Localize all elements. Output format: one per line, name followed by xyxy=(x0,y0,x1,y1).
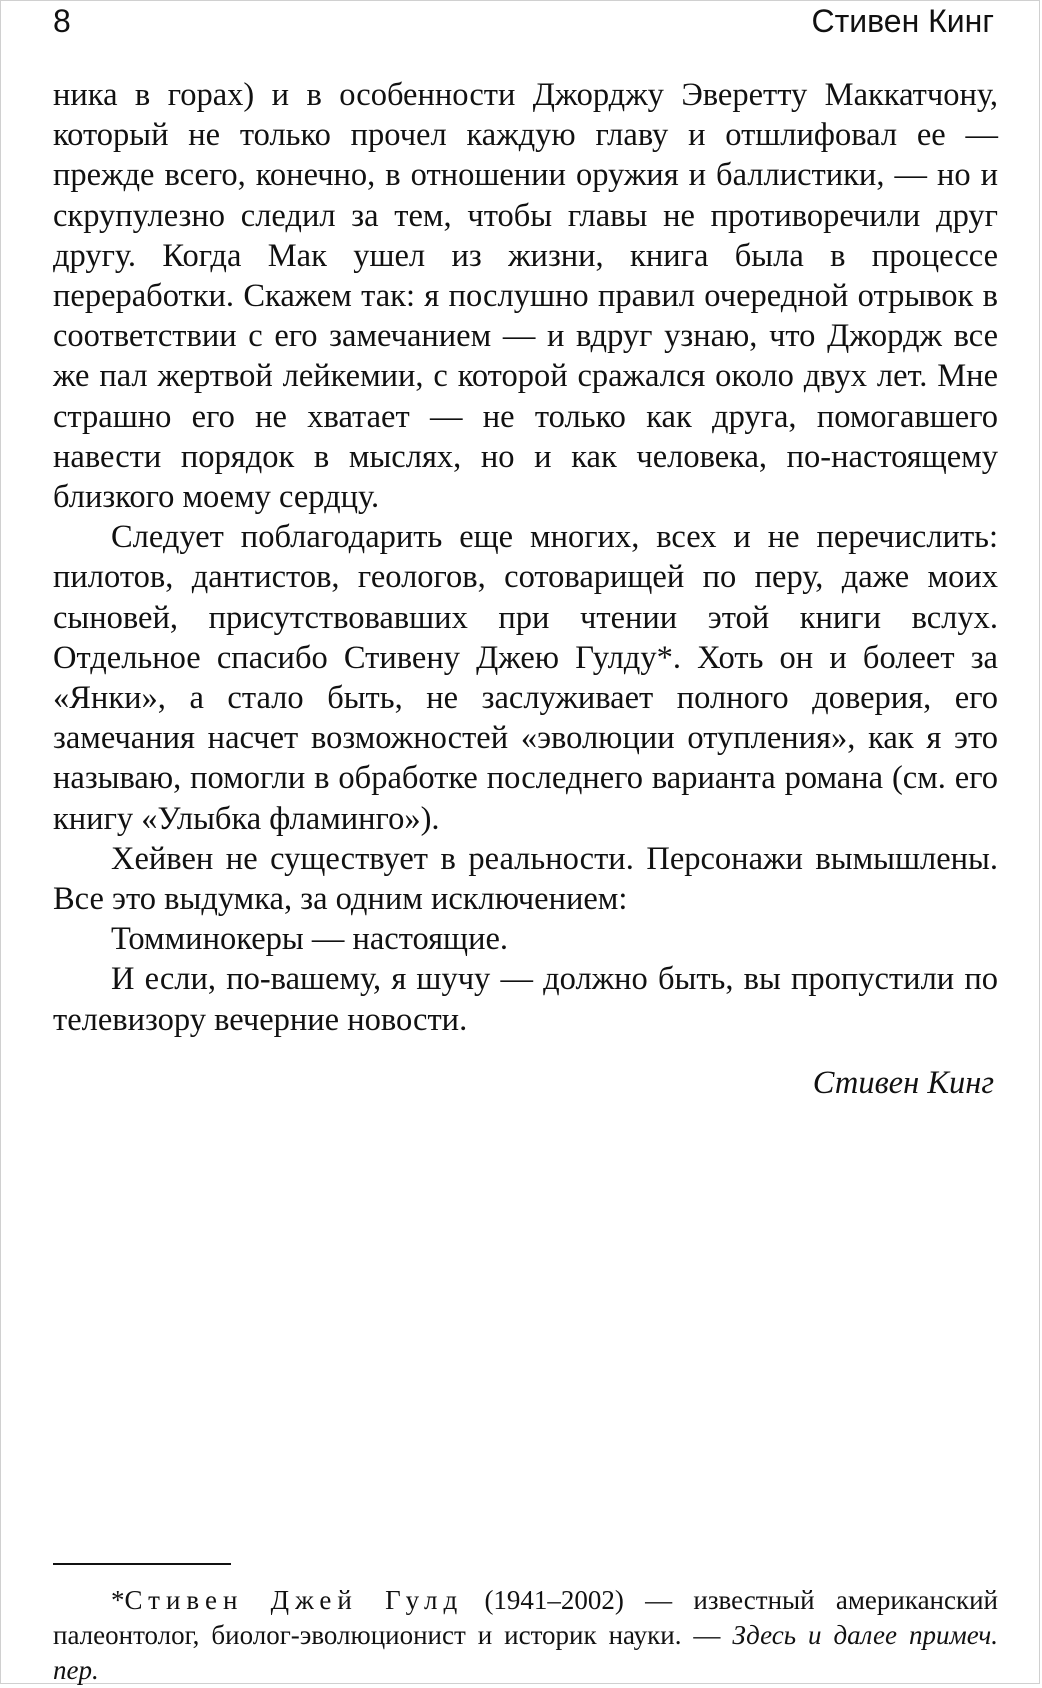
footnote-marker: * xyxy=(111,1585,125,1615)
footnote-text: (1941–2002) — известный американский палеонтолог, биолог-эволюционист и историк науки. — xyxy=(53,1585,998,1650)
body-text xyxy=(53,75,998,1040)
paragraph-5: И если, по-вашему, я шучу — должно быть, вы пропустили по телевизору вечерние новости. xyxy=(53,961,998,1038)
footnote-name: Стивен Джей Гулд xyxy=(124,1585,464,1615)
page-number: 8 xyxy=(53,3,71,39)
paragraph-3: Хейвен не существует в реальности. Персонажи вымышлены. Все это выдумка, за одним исключением: xyxy=(53,840,998,918)
footnote-paragraph xyxy=(53,1583,998,1688)
paragraph-2: Следует поблагодарить еще многих, всех и не перечислить: пилотов, дантистов, геологов, сотоварищей по перу, даже моих сыновей, присутствовавших при чтении этой книги вслух. Отдельное спасибо Стивену Джею Гулду*. Хоть он и болеет за «Янки», а стало быть, не заслуживает полного доверия, его замечания насчет возможностей «эволюции отупления», как я это называю, помогли в обработке последнего варианта романа (см. его книгу «Улыбка фламинго»). xyxy=(53,519,998,837)
paragraph-4: Томминокеры — настоящие. xyxy=(111,921,509,958)
running-title: Стивен Кинг xyxy=(811,3,994,39)
signature: Стивен Кинг xyxy=(812,1065,994,1101)
footnote-note: Здесь и далее примеч. пер. xyxy=(53,1620,998,1685)
footnote xyxy=(53,1583,998,1688)
running-head xyxy=(53,1,994,45)
footnote-divider xyxy=(53,1563,231,1565)
paragraph-1: ника в горах) и в особенности Джорджу Эверетту Маккатчону, который не только прочел каждую главу и отшлифовал ее — прежде всего, конечно, в отношении оружия и баллистики, — но и скрупулезно следил за тем, чтобы главы не противоречили друг другу. Когда Мак ушел из жизни, книга была в процессе переработки. Скажем так: я послушно правил очередной отрывок в соответствии с его замечанием — и вдруг узнаю, что Джордж все же пал жертвой лейкемии, с которой сражался около двух лет. Мне страшно его не хватает — не только как друга, помогавшего навести порядок в мыслях, но и как человека, по-настоящему близкого моему сердцу. xyxy=(53,77,998,516)
